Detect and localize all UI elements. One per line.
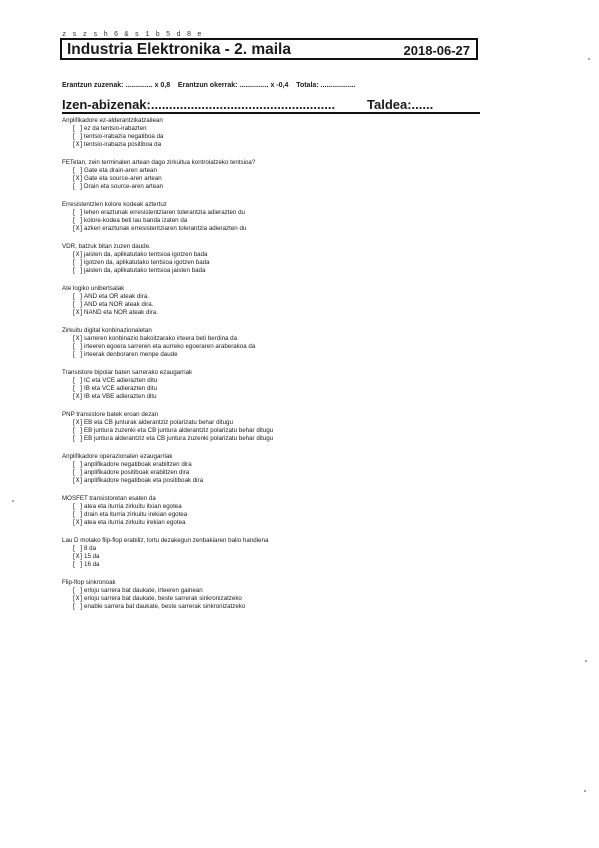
answer-option xyxy=(62,209,482,217)
answer-text: tentsio-irabazia positiboa da xyxy=(84,141,162,148)
answer-text: AND eta NOR ateak dira. xyxy=(84,301,154,308)
answer-checkbox: [ ] xyxy=(72,133,84,140)
scan-speck xyxy=(12,500,14,502)
answer-option xyxy=(62,561,482,569)
answer-checkbox: [ ] xyxy=(72,209,84,216)
header-box xyxy=(60,38,478,60)
question-block xyxy=(62,117,482,149)
answer-option xyxy=(62,251,482,259)
answer-checkbox: [X] xyxy=(72,141,84,148)
answer-option xyxy=(62,469,482,477)
answer-checkbox: [X] xyxy=(72,419,84,426)
answer-option xyxy=(62,595,482,603)
exam-date: 2018-06-27 xyxy=(403,43,470,58)
answer-text: AND eta OR ateak dira. xyxy=(84,293,149,300)
answer-option xyxy=(62,175,482,183)
question-text: Lau D motako flip-flop erabiliz, lortu dezakegun zenbakiaren balio handiena xyxy=(62,537,269,544)
question-block xyxy=(62,411,482,443)
scan-speck xyxy=(585,660,587,662)
question-text: VDR, batzuk bitan zuzen daude. xyxy=(62,243,151,250)
answer-checkbox: [ ] xyxy=(72,503,84,510)
name-label: Izen-abizenak:................................................... xyxy=(62,97,336,112)
answer-text: sarreren konbinazio bakoitzarako irteera beti berdina da xyxy=(84,335,238,342)
answer-checkbox: [ ] xyxy=(72,167,84,174)
answer-option xyxy=(62,587,482,595)
answer-option xyxy=(62,183,482,191)
answer-text: azken eraztunak erresistentziaren tolerantzia adierazten du xyxy=(84,225,247,232)
question-block xyxy=(62,369,482,401)
question-block xyxy=(62,243,482,275)
answer-checkbox: [ ] xyxy=(72,435,84,442)
answer-option xyxy=(62,259,482,267)
answer-option xyxy=(62,309,482,317)
answer-text: lehen eraztunak erresistentziaren tolerantzia adierazten du xyxy=(84,209,245,216)
question-block xyxy=(62,201,482,233)
answer-option xyxy=(62,545,482,553)
question-text: Zirkuitu digital konbinazionaletan xyxy=(62,327,152,334)
answer-text: 15 da xyxy=(84,553,100,560)
answer-checkbox: [ ] xyxy=(72,545,84,552)
answer-checkbox: [X] xyxy=(72,251,84,258)
answer-text: anplifikadore negatiboak eta positiboak dira xyxy=(84,477,204,484)
answer-text: 8 da xyxy=(84,545,97,552)
answer-checkbox: [X] xyxy=(72,175,84,182)
answer-checkbox: [X] xyxy=(72,393,84,400)
answer-text: jaisten da, aplikatutako tentsioa jaisten bada xyxy=(84,267,206,274)
answer-checkbox: [ ] xyxy=(72,301,84,308)
answer-checkbox: [ ] xyxy=(72,603,84,610)
question-text: PNP transistore batek eroan dezan xyxy=(62,411,159,418)
question-text: Transistore bipolar baten sarrerako ezaugarriak xyxy=(62,369,193,376)
question-text: FETetan, zein terminalen artean dago zirkuitua kontrolatzeko tentsioa? xyxy=(62,159,256,166)
question-block xyxy=(62,495,482,527)
answer-checkbox: [ ] xyxy=(72,511,84,518)
answer-text: IB eta VBE adierazten ditu xyxy=(84,393,157,400)
answer-option xyxy=(62,351,482,359)
question-text: MOSFET transistoretan esaten da xyxy=(62,495,156,502)
answer-option xyxy=(62,603,482,611)
answer-checkbox: [ ] xyxy=(72,183,84,190)
total-label: Totala: .................. xyxy=(296,82,356,89)
correct-answers-label: Erantzun zuzenak: .............. x 0,8 xyxy=(62,82,171,89)
answer-text: Gate eta source-aren artean xyxy=(84,175,162,182)
answer-checkbox: [ ] xyxy=(72,351,84,358)
answer-checkbox: [ ] xyxy=(72,217,84,224)
answer-option xyxy=(62,435,482,443)
scan-speck xyxy=(588,58,590,60)
answer-checkbox: [ ] xyxy=(72,469,84,476)
answer-checkbox: [ ] xyxy=(72,587,84,594)
question-block xyxy=(62,159,482,191)
answer-checkbox: [ ] xyxy=(72,377,84,384)
answer-option xyxy=(62,419,482,427)
answer-option xyxy=(62,267,482,275)
answer-option xyxy=(62,133,482,141)
answer-option xyxy=(62,519,482,527)
answer-checkbox: [X] xyxy=(72,595,84,602)
answer-option xyxy=(62,343,482,351)
answer-text: anplifikadore negatiboak erabiltzen dira xyxy=(84,461,192,468)
answer-text: EB juntura zuzenki eta CB juntura alderantziz polarizatu behar ditugu xyxy=(84,427,274,434)
answer-text: EB eta CB junturak alderantziz polarizatu behar ditugu xyxy=(84,419,233,426)
answer-option xyxy=(62,167,482,175)
question-text: Anplifikadore operazionalen ezaugarriak xyxy=(62,453,173,460)
answer-option xyxy=(62,225,482,233)
answer-text: 16 da xyxy=(84,561,100,568)
answer-text: IB eta VCE adierazten ditu xyxy=(84,385,157,392)
answer-checkbox: [ ] xyxy=(72,343,84,350)
answer-text: enable sarrera bat daukate, beste sarrerak sinkronizatzeko xyxy=(84,603,246,610)
answer-text: atea eta iturria zirkuitu irekian egotea xyxy=(84,519,186,526)
answer-checkbox: [ ] xyxy=(72,293,84,300)
answer-text: IC eta VCE adierazten ditu xyxy=(84,377,158,384)
question-text: Anplifikadore ez-alderantzikatzailean xyxy=(62,117,163,124)
question-text: Erresistentzien kolore kodeak aztertuz xyxy=(62,201,167,208)
answer-text: EB juntura alderantziz eta CB juntura zuzenki polarizatu behar ditugu xyxy=(84,435,274,442)
answer-checkbox: [ ] xyxy=(72,267,84,274)
question-text: Ate logiko unibertsalak xyxy=(62,285,125,292)
answer-checkbox: [ ] xyxy=(72,461,84,468)
answer-text: NAND eta NOR ateak dira. xyxy=(84,309,158,316)
question-block xyxy=(62,285,482,317)
answer-text: atea eta iturria zirkuitu itxian egotea xyxy=(84,503,182,510)
answer-checkbox: [ ] xyxy=(72,561,84,568)
answer-option xyxy=(62,217,482,225)
question-text: Flip-flop sinkronoak xyxy=(62,579,116,586)
wrong-answers-label: Erantzun okerrak: ............... x -0,4 xyxy=(177,82,289,89)
question-block xyxy=(62,537,482,569)
answer-option xyxy=(62,461,482,469)
answer-option xyxy=(62,553,482,561)
answer-checkbox: [ ] xyxy=(72,385,84,392)
answer-option xyxy=(62,385,482,393)
answer-checkbox: [X] xyxy=(72,335,84,342)
exam-code: z s z s h 6 & s 1 b 5 d 8 e xyxy=(62,31,203,39)
answer-checkbox: [X] xyxy=(72,519,84,526)
answer-text: tentsio-irabazia negatiboa da xyxy=(84,133,164,140)
answer-option xyxy=(62,125,482,133)
answer-text: irteerak denboraren menpe daude xyxy=(84,351,178,358)
question-block xyxy=(62,453,482,485)
answer-text: ez da tentsio-irabazten xyxy=(84,125,147,132)
answer-checkbox: [X] xyxy=(72,477,84,484)
answer-text: anplifikadore positiboak erabiltzen dira xyxy=(84,469,190,476)
question-list xyxy=(62,117,482,621)
answer-text: erloju sarrera bat daukate, irteeren gainean xyxy=(84,587,203,594)
answer-checkbox: [ ] xyxy=(72,259,84,266)
answer-checkbox: [ ] xyxy=(72,125,84,132)
answer-option xyxy=(62,141,482,149)
answer-option xyxy=(62,427,482,435)
answer-option xyxy=(62,301,482,309)
answer-option xyxy=(62,503,482,511)
group-label: Taldea:...... xyxy=(367,97,434,112)
question-block xyxy=(62,579,482,611)
question-block xyxy=(62,327,482,359)
answer-checkbox: [ ] xyxy=(72,427,84,434)
answer-text: jaisten da, aplikatutako tentsioa igotzen bada xyxy=(84,251,208,258)
answer-text: drain eta iturria zirkuitu irekian egotea xyxy=(84,511,188,518)
answer-text: igotzen da, aplikatutako tentsioa igotzen bada xyxy=(84,259,210,266)
answer-text: Drain eta source-aren artean xyxy=(84,183,164,190)
page-title: Industria Elektronika - 2. maila xyxy=(67,41,291,58)
answer-text: irteeren egoera sarreren eta aurreko egoeraren araberakoa da xyxy=(84,343,256,350)
name-line xyxy=(62,97,480,114)
answer-text: kolore-kodea beti lau banda izaten da xyxy=(84,217,188,224)
answer-option xyxy=(62,335,482,343)
answer-text: Gate eta drain-aren artean xyxy=(84,167,157,174)
answer-text: erloju sarrera bat daukate, beste sarrerak sinkronizatzeko xyxy=(84,595,242,602)
scan-speck xyxy=(584,790,586,792)
answer-option xyxy=(62,293,482,301)
answer-option xyxy=(62,511,482,519)
answer-option xyxy=(62,377,482,385)
answer-checkbox: [X] xyxy=(72,553,84,560)
score-line xyxy=(62,82,356,89)
answer-option xyxy=(62,393,482,401)
answer-checkbox: [X] xyxy=(72,309,84,316)
answer-option xyxy=(62,477,482,485)
answer-checkbox: [X] xyxy=(72,225,84,232)
